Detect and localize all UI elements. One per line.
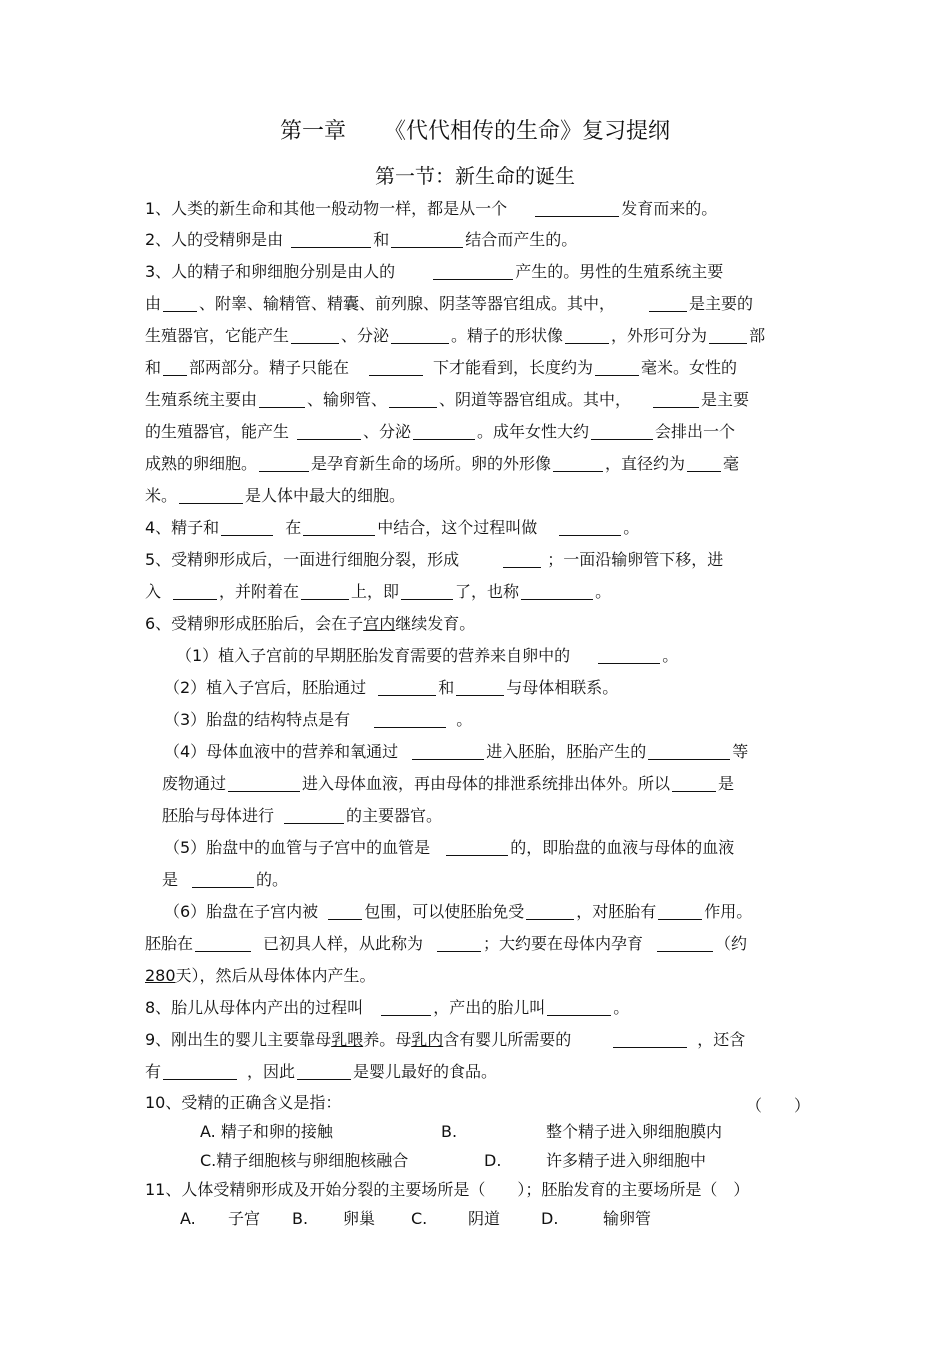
answer-blank[interactable] <box>297 1063 351 1080</box>
question-9-line-2: 有 ，因此 是婴儿最好的食品。 <box>145 1062 498 1081</box>
answer-blank[interactable] <box>389 391 437 408</box>
question-6-6-line-3: 280天），然后从母体体内产生。 <box>145 966 376 985</box>
q11-option-a-letter[interactable]: A. <box>180 1209 196 1228</box>
answer-blank[interactable] <box>413 423 475 440</box>
answer-blank[interactable] <box>301 583 349 600</box>
answer-blank[interactable] <box>559 519 621 536</box>
answer-blank[interactable] <box>658 903 702 920</box>
answer-blank[interactable] <box>709 327 747 344</box>
answer-blank[interactable] <box>553 455 603 472</box>
question-6-6-line-1: （6）胎盘在子宫内被 包围，可以使胚胎免受 ，对胚胎有 作用。 <box>164 902 753 921</box>
q11-option-b-letter[interactable]: B. <box>292 1209 309 1228</box>
q11-option-c-text[interactable]: 阴道 <box>468 1209 501 1228</box>
q11-option-a-text[interactable]: 子宫 <box>228 1209 261 1228</box>
q11-option-d-letter[interactable]: D. <box>541 1209 559 1228</box>
question-11: 11、人体受精卵形成及开始分裂的主要场所是（ ）；胚胎发育的主要场所是（ ） <box>145 1180 750 1199</box>
question-6: 6、受精卵形成胚胎后，会在子宫内继续发育。 <box>145 614 476 633</box>
answer-blank[interactable] <box>595 359 639 376</box>
answer-blank[interactable] <box>303 519 375 536</box>
answer-blank[interactable] <box>535 200 619 217</box>
question-3-line-4: 和 部两部分。精子只能在 下才能看到，长度约为 毫米。女性的 <box>145 358 738 377</box>
answer-blank[interactable] <box>284 807 344 824</box>
question-3-line-3: 生殖器官，它能产生 、分泌 。精子的形状像 ，外形可分为 部 <box>145 326 766 345</box>
answer-blank[interactable] <box>653 391 699 408</box>
question-1: 1、人类的新生命和其他一般动物一样，都是从一个 发育而来的。 <box>145 199 718 218</box>
answer-blank[interactable] <box>374 711 446 728</box>
answer-blank[interactable] <box>391 231 463 248</box>
answer-blank[interactable] <box>195 935 251 952</box>
option-b-letter[interactable]: B. <box>441 1122 458 1141</box>
answer-blank[interactable] <box>456 679 504 696</box>
chapter-name: 《代代相传的生命》复习提纲 <box>384 119 671 144</box>
q11-option-d-text[interactable]: 输卵管 <box>603 1209 652 1228</box>
answer-blank[interactable] <box>437 935 481 952</box>
question-3-line-1: 3、人的精子和卵细胞分别是由人的 产生的。男性的生殖系统主要 <box>145 262 724 281</box>
answer-blank[interactable] <box>369 359 423 376</box>
answer-blank[interactable] <box>598 647 660 664</box>
answer-blank[interactable] <box>526 903 574 920</box>
q11-option-b-text[interactable]: 卵巢 <box>343 1209 376 1228</box>
answer-blank[interactable] <box>446 839 508 856</box>
answer-blank[interactable] <box>391 327 449 344</box>
answer-blank[interactable] <box>412 743 484 760</box>
answer-blank[interactable] <box>672 775 716 792</box>
question-6-5-line-1: （5）胎盘中的血管与子宫中的血管是 的，即胎盘的血液与母体的血液 <box>164 838 735 857</box>
question-3-line-6: 的生殖器官，能产生 、分泌 。成年女性大约 会排出一个 <box>145 422 736 441</box>
answer-blank[interactable] <box>173 583 217 600</box>
question-5-line-1: 5、受精卵形成后，一面进行细胞分裂，形成 ；一面沿输卵管下移，进 <box>145 550 724 569</box>
question-3-line-2: 由 、附睾、输精管、精囊、前列腺、阴茎等器官组成。其中， 是主要的 <box>145 294 754 313</box>
question-6-4-line-1: （4）母体血液中的营养和氧通过 进入胚胎，胚胎产生的 等 <box>164 742 749 761</box>
option-d-text[interactable]: 许多精子进入卵细胞中 <box>546 1151 707 1170</box>
answer-blank[interactable] <box>163 1063 237 1080</box>
question-4: 4、精子和 在 中结合，这个过程叫做 。 <box>145 518 640 537</box>
answer-blank[interactable] <box>221 519 273 536</box>
answer-blank[interactable] <box>228 775 300 792</box>
question-6-4-line-3: 胚胎与母体进行 的主要器官。 <box>162 806 443 825</box>
answer-blank[interactable] <box>613 1031 687 1048</box>
answer-blank[interactable] <box>565 327 609 344</box>
answer-blank[interactable] <box>291 327 339 344</box>
answer-blank[interactable] <box>381 999 431 1016</box>
question-2: 2、人的受精卵是由 和 结合而产生的。 <box>145 230 578 249</box>
answer-blank[interactable] <box>297 423 361 440</box>
question-6-3: （3）胎盘的结构特点是有 。 <box>164 710 473 729</box>
question-3-line-7: 成熟的卵细胞。 是孕育新生命的场所。卵的外形像 ，直径约为 毫 <box>145 454 740 473</box>
question-8: 8、胎儿从母体内产出的过程叫 ，产出的胎儿叫 。 <box>145 998 630 1017</box>
answer-blank[interactable] <box>179 487 243 504</box>
answer-blank[interactable] <box>547 999 611 1016</box>
question-5-line-2: 入 ，并附着在 上，即 了，也称 。 <box>145 582 612 601</box>
answer-blank[interactable] <box>591 423 653 440</box>
question-9-line-1: 9、刚出生的婴儿主要靠母乳喂养。母乳内含有婴儿所需要的 ，还含 <box>145 1030 746 1049</box>
option-b-text[interactable]: 整个精子进入卵细胞膜内 <box>546 1122 723 1141</box>
answer-blank[interactable] <box>648 743 730 760</box>
answer-blank[interactable] <box>433 263 513 280</box>
answer-blank[interactable] <box>163 359 187 376</box>
answer-blank[interactable] <box>657 935 713 952</box>
answer-blank[interactable] <box>503 551 541 568</box>
section-title: 第一节：新生命的诞生 <box>375 164 575 188</box>
answer-blank[interactable] <box>649 295 687 312</box>
question-3-line-5: 生殖系统主要由 、输卵管、 、阴道等器官组成。其中， 是主要 <box>145 390 750 409</box>
answer-blank[interactable] <box>378 679 436 696</box>
option-c[interactable]: C.精子细胞核与卵细胞核融合 <box>200 1151 409 1170</box>
question-10: 10、受精的正确含义是指： <box>145 1093 342 1112</box>
question-6-6-line-2: 胚胎在 已初具人样，从此称为 ；大约要在母体内孕育 （约 <box>145 934 748 953</box>
answer-blank[interactable] <box>192 871 254 888</box>
question-6-2: （2）植入子宫后，胚胎通过 和 与母体相联系。 <box>164 678 619 697</box>
question-3-line-8: 米。 是人体中最大的细胞。 <box>145 486 406 505</box>
chapter-number: 第一章 <box>279 119 346 144</box>
answer-blank[interactable] <box>291 231 371 248</box>
option-d-letter[interactable]: D. <box>484 1151 502 1170</box>
question-6-1: （1）植入子宫前的早期胚胎发育需要的营养来自卵中的 。 <box>176 646 679 665</box>
chapter-title <box>0 114 950 145</box>
answer-blank[interactable] <box>259 391 305 408</box>
q11-option-c-letter[interactable]: C. <box>411 1209 428 1228</box>
answer-paren[interactable]: （ ） <box>746 1096 811 1115</box>
option-a[interactable]: A. 精子和卵的接触 <box>200 1122 333 1141</box>
answer-blank[interactable] <box>521 583 593 600</box>
answer-blank[interactable] <box>259 455 309 472</box>
answer-blank[interactable] <box>687 455 721 472</box>
answer-blank[interactable] <box>401 583 453 600</box>
question-6-5-line-2: 是 的。 <box>162 870 289 889</box>
answer-blank[interactable] <box>163 295 197 312</box>
answer-blank[interactable] <box>328 903 362 920</box>
question-6-4-line-2: 废物通过 进入母体血液，再由母体的排泄系统排出体外。所以 是 <box>162 774 735 793</box>
